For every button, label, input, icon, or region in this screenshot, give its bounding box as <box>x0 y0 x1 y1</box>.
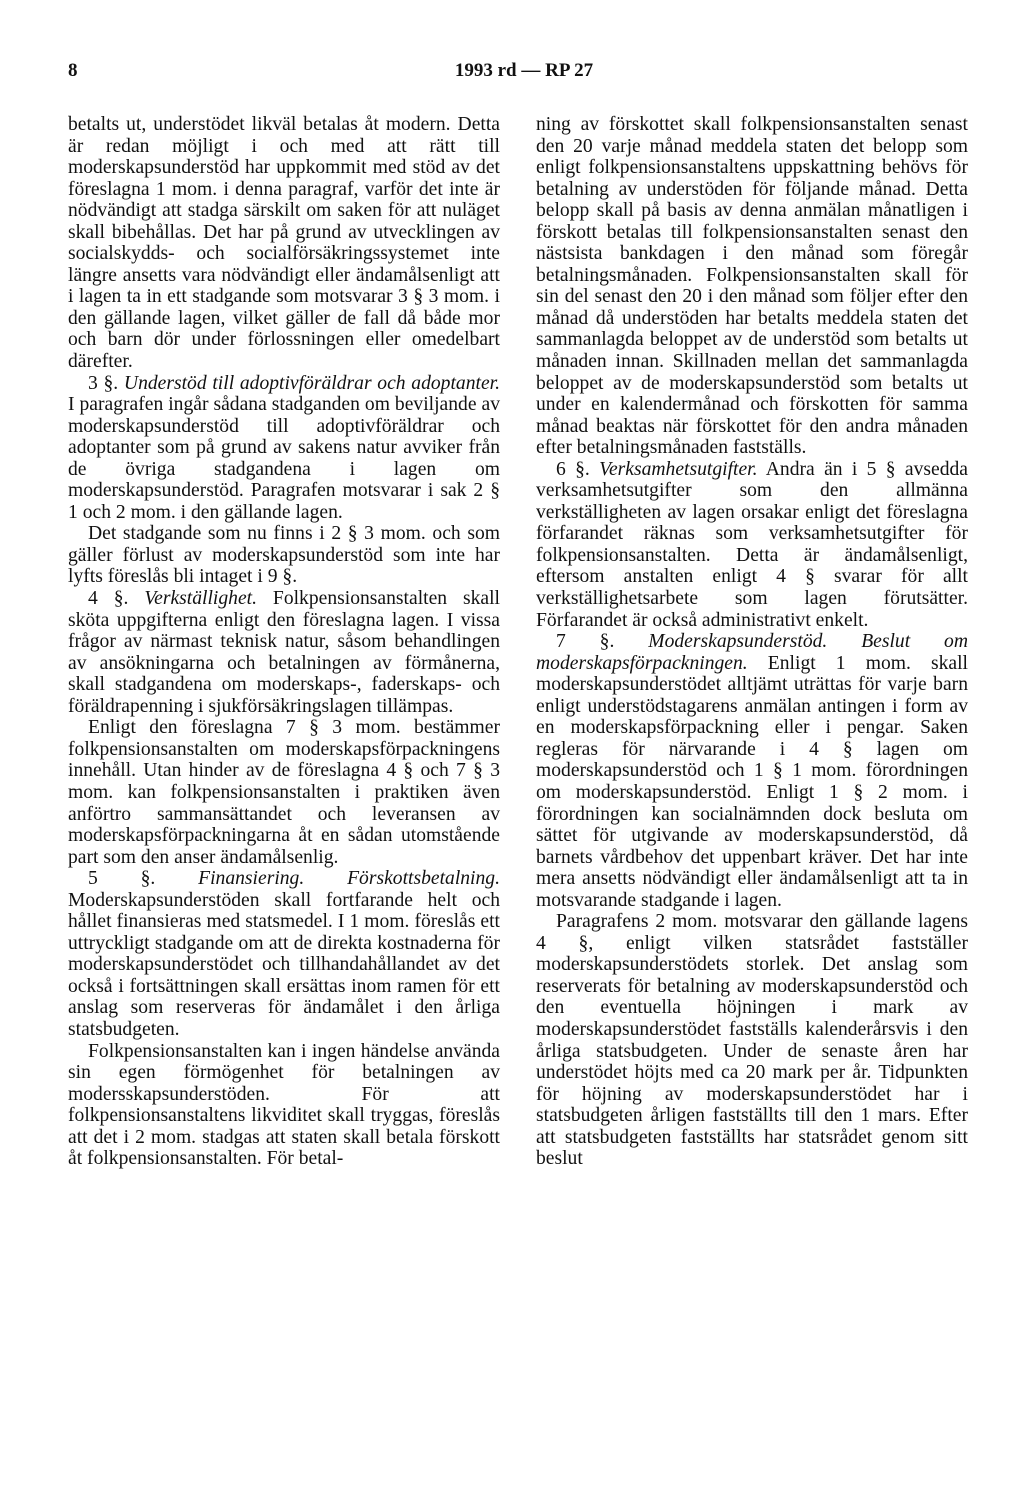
section-heading: Understöd till adoptivföräldrar och adoptanter. <box>123 372 500 394</box>
paragraph: Folkpensionsanstalten kan i ingen händelse använda sin egen förmögenhet för betalningen av modersskapsunderstöden. För att folkpensionsanstaltens likviditet skall tryggas, föreslås att det i 2 mom. stadgas att staten skall betala förskott åt folkpensionsanstalten. För betal- <box>68 1040 500 1170</box>
section-text: Moderskapsunderstöden skall fortfarande helt och hållet finansieras med statsmedel. I 1 mom. föreslås ett uttryckligt stadgande om att de direkta kostnaderna för moderskapsunderstödet och tillhandahållandet av det också i fortsättningen skall ersättas inom ramen för ett anslag som reserveras för ändamålet i den årliga statsbudgeten. <box>68 889 500 1040</box>
section-3-paragraph <box>68 373 500 524</box>
section-number: 3 §. <box>88 372 119 394</box>
paragraph: ning av förskottet skall folkpensionsanstalten senast den 20 varje månad meddela staten det belopp som enligt folkpensionsanstaltens uppskattning behövs för betalning av understöden för följande månad. Detta belopp skall på basis av denna anmälan månatligen i förskott betalas till folkpensionsanstalten senast den nästsista bankdagen i den månad som föregår betalningsmånaden. Folkpensionsanstalten skall för sin del senast den 20 i den månad som följer efter den månad då understöden har betalts meddela staten det sammanlagda beloppet av de understöd som betalts ut månaden innan. Skillnaden mellan det sammanlagda beloppet av de moderskapsunderstöd som betalts ut under en kalendermånad och förskotten för samma månad beaktas när förskottet för den andra månaden efter betalningsmånaden fastställs. <box>536 114 968 459</box>
section-text: Folkpensionsanstalten skall sköta uppgifterna enligt den föreslagna lagen. I vissa frågor av närmast teknisk natur, såsom behandlingen av ansökningarna och betalningen av förmånerna, skall stadgandena om moderskaps-, faderskaps- och föräldrapenning i sjukförsäkringslagen tillämpas. <box>68 588 500 717</box>
section-number: 5 §. <box>88 868 156 890</box>
section-number: 7 §. <box>556 631 615 653</box>
section-6-paragraph <box>536 459 968 631</box>
paragraph: betalts ut, understödet likväl betalas åt modern. Detta är redan möjligt i och med att rätt till moderskapsunderstöd har uppkommit med stöd av det föreslagna 1 mom. i denna paragraf, varför det inte är nödvändigt att stadga särskilt om saken för att nuläget skall bibehållas. Det har på grund av utvecklingen av socialskydds- och socialförsäkringssystemet inte längre ansetts vara nödvändigt eller ändamålsenligt att i lagen ta in ett stadgande som motsvarar 3 § 3 mom. i den gällande lagen, vilket gäller de fall då både mor och barn dör under förlossningen eller omedelbart därefter. <box>68 114 500 373</box>
section-7-paragraph <box>536 631 968 911</box>
section-text: Enligt 1 mom. skall moderskapsunderstödet alltjämt uträttas för varje barn enligt understödstagarens anmälan antingen i form av en moderskapsförpackning eller i pengar. Saken regleras för närvarande i 4 § lagen om moderskapsunderstöd och 1 § 1 mom. förordningen om moderskapsunderstöd. Enligt 1 § 2 mom. i förordningen kan socialnämnden dock besluta om sättet för utgivande av moderskapsunderstöd, då barnets vårdbehov det uppenbart kräver. Det har inte mera ansetts nödvändigt eller ändamålsenligt att ta in motsvarande stadgande i lagen. <box>536 652 968 911</box>
section-heading: Moderskapsunderstöd. Beslut om moderskapsförpackningen. <box>536 631 968 674</box>
section-heading: Finansiering. Förskottsbetalning. <box>198 868 500 890</box>
right-column <box>536 114 968 1170</box>
page-number: 8 <box>68 60 78 81</box>
page-header <box>68 60 980 90</box>
section-4-paragraph <box>68 588 500 717</box>
running-title: 1993 rd — RP 27 <box>454 60 594 81</box>
section-heading: Verkställighet. <box>144 588 257 610</box>
section-text: Andra än i 5 § avsedda verksamhetsutgifter som den allmänna verkställigheten av lagen orsakar enligt det föreslagna förfarandet räknas som verksamhetsutgifter för folkpensionsanstalten. Detta är ändamålsenligt, eftersom anstalten enligt 4 § svarar för allt verkställighetsarbete som lagen förutsätter. Förfarandet är också administrativt enkelt. <box>536 458 968 631</box>
section-number: 6 §. <box>556 458 590 480</box>
section-text: I paragrafen ingår sådana stadganden om beviljande av moderskapsunderstöd till adoptivföräldrar och adoptanter som på grund av sakens natur avviker från de övriga stadgandena i lagen om moderskapsunderstöd. Paragrafen motsvarar i sak 2 § 1 och 2 mom. i den gällande lagen. <box>68 394 500 523</box>
section-heading: Verksamhetsutgifter. <box>599 458 758 480</box>
section-number: 4 §. <box>88 588 129 610</box>
left-column <box>68 114 500 1170</box>
section-5-paragraph <box>68 868 500 1040</box>
paragraph: Det stadgande som nu finns i 2 § 3 mom. och som gäller förlust av moderskapsunderstöd som inte har lyfts föreslås bli intaget i 9 §. <box>68 523 500 588</box>
paragraph: Paragrafens 2 mom. motsvarar den gällande lagens 4 §, enligt vilken statsrådet fastställer moderskapsunderstödets storlek. Det anslag som reserverats för betalning av moderskapsunderstöd och den eventuella höjningen i mark av moderskapsunderstödet fastställs kalenderårsvis i den årliga statsbudgeten. Under de senaste åren har understödet höjts med ca 20 mark per år. Tidpunkten för höjning av moderskapsunderstödet har i statsbudgeten årligen fastställts till den 1 mars. Efter att statsbudgeten fastställts har statsrådet genom sitt beslut <box>536 911 968 1170</box>
paragraph: Enligt den föreslagna 7 § 3 mom. bestämmer folkpensionsanstalten om moderskapsförpackningens innehåll. Utan hinder av de föreslagna 4 § och 7 § 3 mom. kan folkpensionsanstalten i praktiken även anförtro sammansättandet och leveransen av moderskapsförpackningarna åt en sådan utomstående part som den anser ändamålsenlig. <box>68 717 500 868</box>
